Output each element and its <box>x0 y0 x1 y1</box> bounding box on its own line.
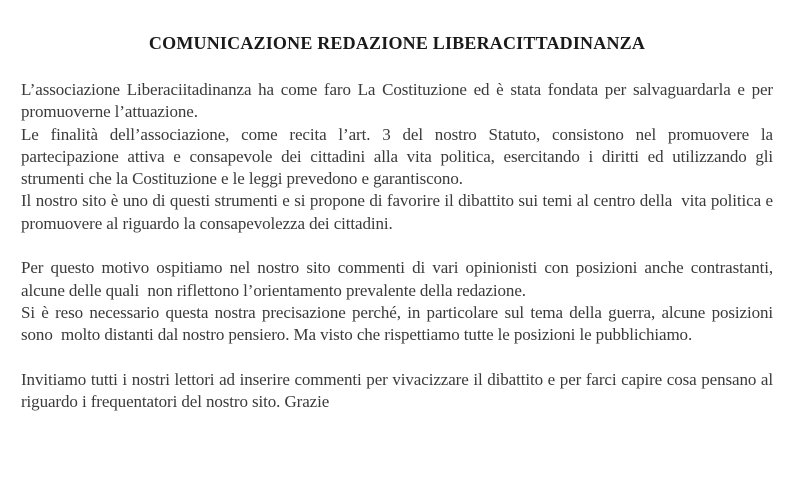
paragraph-opinions-hosted: Per questo motivo ospitiamo nel nostro sito commenti di vari opinionisti con posizioni anche contrastanti, alcune delle quali non riflettono l’orientamento prevalente della redazione. <box>21 258 778 300</box>
paragraph-clarification: Si è reso necessario questa nostra precisazione perché, in particolare sul tema della guerra, alcune posizioni sono molto distanti dal nostro pensiero. Ma visto che rispettiamo tutte le posizioni le pubblichiamo. <box>21 302 778 345</box>
paragraph-site-purpose: Il nostro sito è uno di questi strumenti e si propone di favorire il dibattito sui temi al centro della vita politica e promuovere al riguardo la consapevolezza dei cittadini. <box>21 191 778 233</box>
paragraph-association-purpose: L’associazione Liberaciitadinanza ha come faro La Costituzione ed è stata fondata per salvaguardarla e per promuoverne l’attuazione. <box>21 80 778 122</box>
document-title: COMUNICAZIONE REDAZIONE LIBERACITTADINANZA <box>148 33 646 53</box>
paragraph-invitation: Invitiamo tutti i nostri lettori ad inserire commenti per vivacizzare il dibattito e per farci capire cosa pensano al riguardo i frequentatori del nostro sito. Grazie <box>21 369 778 412</box>
paragraph-statute-goals: Le finalità dell’associazione, come recita l’art. 3 del nostro Statuto, consistono nel promuovere la partecipazione attiva e consapevole dei cittadini alla vita politica, esercitando i diritti ed utilizzando gli strumenti che la Costituzione e le leggi prevedono e garantiscono. <box>21 124 778 189</box>
document-body <box>21 79 778 413</box>
document-page <box>0 32 800 498</box>
